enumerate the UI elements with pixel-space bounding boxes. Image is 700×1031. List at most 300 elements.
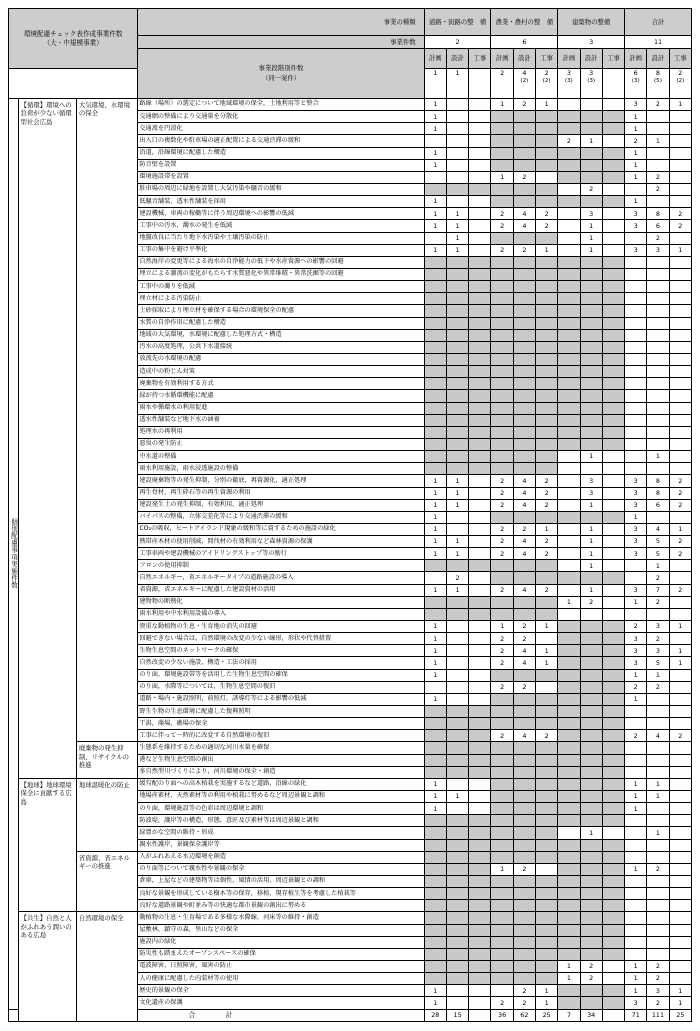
count-cell: 2 bbox=[669, 487, 691, 499]
count-cell: 1 bbox=[424, 997, 446, 1009]
count-cell bbox=[424, 390, 446, 402]
count-cell bbox=[580, 633, 602, 645]
count-cell bbox=[669, 293, 691, 305]
count-cell bbox=[513, 608, 535, 620]
count-cell bbox=[558, 766, 580, 778]
count-cell bbox=[491, 924, 513, 936]
count-cell: 1 bbox=[580, 560, 602, 572]
count-cell bbox=[446, 948, 468, 960]
count-cell bbox=[602, 693, 624, 705]
count-cell bbox=[513, 572, 535, 584]
count-cell bbox=[580, 293, 602, 305]
category-total-count: 11 bbox=[625, 36, 692, 49]
count-cell: 2 bbox=[513, 985, 535, 997]
row-item-text: 人の健康に配慮した内装材等の使用 bbox=[138, 973, 424, 985]
count-cell bbox=[469, 693, 491, 705]
count-cell bbox=[558, 353, 580, 365]
count-cell bbox=[491, 183, 513, 195]
count-cell bbox=[647, 281, 669, 293]
count-cell: 1 bbox=[625, 196, 647, 208]
count-cell bbox=[513, 366, 535, 378]
count-cell bbox=[513, 839, 535, 851]
count-cell: 8 bbox=[647, 487, 669, 499]
count-cell bbox=[602, 621, 624, 633]
count-cell bbox=[469, 754, 491, 766]
count-cell bbox=[536, 863, 558, 875]
count-cell bbox=[558, 499, 580, 511]
count-cell bbox=[446, 183, 468, 195]
count-cell bbox=[580, 730, 602, 742]
count-cell bbox=[558, 414, 580, 426]
count-cell bbox=[647, 803, 669, 815]
count-cell bbox=[446, 621, 468, 633]
count-cell bbox=[558, 317, 580, 329]
count-cell bbox=[446, 973, 468, 985]
count-cell: 1 bbox=[647, 827, 669, 839]
count-cell bbox=[446, 99, 468, 111]
count-cell bbox=[625, 851, 647, 863]
count-cell bbox=[647, 463, 669, 475]
count-cell bbox=[469, 99, 491, 111]
subgroup-label: 廃棄物の発生抑制、リサイクルの推進 bbox=[76, 742, 138, 778]
count-cell: 3 bbox=[625, 645, 647, 657]
count-cell bbox=[580, 572, 602, 584]
count-cell bbox=[602, 888, 624, 900]
count-cell bbox=[602, 669, 624, 681]
count-cell bbox=[580, 511, 602, 523]
category-agri-count: 6 bbox=[491, 36, 558, 49]
count-cell bbox=[669, 341, 691, 353]
count-cell bbox=[625, 839, 647, 851]
count-cell bbox=[491, 305, 513, 317]
count-cell bbox=[669, 766, 691, 778]
total-cell: 15 bbox=[446, 1009, 468, 1021]
count-cell: 1 bbox=[558, 973, 580, 985]
count-cell bbox=[669, 366, 691, 378]
count-cell bbox=[669, 815, 691, 827]
count-cell bbox=[536, 414, 558, 426]
count-cell bbox=[446, 766, 468, 778]
count-cell bbox=[536, 706, 558, 718]
count-cell bbox=[469, 378, 491, 390]
count-cell bbox=[513, 815, 535, 827]
count-cell bbox=[580, 681, 602, 693]
count-cell bbox=[602, 378, 624, 390]
count-cell bbox=[558, 924, 580, 936]
count-cell bbox=[446, 888, 468, 900]
count-cell bbox=[602, 900, 624, 912]
count-cell bbox=[536, 293, 558, 305]
group-label: 【共生】自然と人がふれあう潤いのある広島 bbox=[18, 912, 76, 1021]
count-cell: 2 bbox=[491, 523, 513, 535]
count-cell bbox=[602, 827, 624, 839]
row-item-text: 工事車両や建設機械のアイドリングストップ等の励行 bbox=[138, 548, 424, 560]
count-cell bbox=[536, 511, 558, 523]
count-cell: 1 bbox=[625, 960, 647, 972]
count-cell: 7 bbox=[647, 584, 669, 596]
count-cell bbox=[513, 438, 535, 450]
count-cell bbox=[424, 281, 446, 293]
count-cell: 1 bbox=[424, 196, 446, 208]
label-business-type: 事業の種類 bbox=[138, 9, 424, 36]
count-cell: 1 bbox=[424, 475, 446, 487]
count-cell: 1 bbox=[424, 159, 446, 171]
count-cell bbox=[625, 353, 647, 365]
count-cell bbox=[602, 475, 624, 487]
count-cell bbox=[536, 329, 558, 341]
stage-label-road-0: 計画 bbox=[424, 49, 446, 69]
row-item-text: 防災性も踏まえたオープンスペースの確保 bbox=[138, 948, 424, 960]
count-cell bbox=[424, 912, 446, 924]
stage-count-paren: (3) bbox=[631, 77, 640, 84]
count-cell: 2 bbox=[491, 657, 513, 669]
count-cell bbox=[513, 329, 535, 341]
count-cell bbox=[424, 232, 446, 244]
count-cell bbox=[625, 293, 647, 305]
row-item-text: 動植物の生息・生育場である多様な水際線，河床等の維持・創造 bbox=[138, 912, 424, 924]
count-cell bbox=[424, 317, 446, 329]
stage-count-paren: (3) bbox=[564, 77, 573, 84]
count-cell bbox=[580, 390, 602, 402]
count-cell: 1 bbox=[580, 536, 602, 548]
stage-count-paren: (2) bbox=[676, 77, 685, 84]
count-cell bbox=[625, 256, 647, 268]
count-cell bbox=[446, 414, 468, 426]
row-item-text: 防波堤，護岸等の構造，形態，意匠及び素材等は周辺景観と調和 bbox=[138, 815, 424, 827]
count-cell bbox=[536, 815, 558, 827]
count-cell bbox=[469, 111, 491, 123]
count-cell bbox=[424, 876, 446, 888]
count-cell: 1 bbox=[669, 985, 691, 997]
row-item-text: 地盤改良に当たり地下水汚染や土壌汚染の防止 bbox=[138, 232, 424, 244]
count-cell bbox=[669, 596, 691, 608]
count-cell bbox=[558, 754, 580, 766]
count-cell bbox=[580, 305, 602, 317]
count-cell bbox=[424, 900, 446, 912]
count-cell bbox=[424, 256, 446, 268]
count-cell bbox=[558, 487, 580, 499]
count-cell: 1 bbox=[625, 147, 647, 159]
row-item-text: 雨水利用や中水利用設備の導入 bbox=[138, 608, 424, 620]
count-cell bbox=[625, 183, 647, 195]
count-cell: 1 bbox=[647, 669, 669, 681]
count-cell: 1 bbox=[424, 803, 446, 815]
count-cell: 2 bbox=[536, 536, 558, 548]
count-cell bbox=[536, 426, 558, 438]
count-cell bbox=[647, 900, 669, 912]
count-cell: 1 bbox=[446, 548, 468, 560]
count-cell bbox=[469, 791, 491, 803]
count-cell bbox=[446, 378, 468, 390]
count-cell bbox=[491, 948, 513, 960]
count-cell bbox=[647, 293, 669, 305]
count-cell: 2 bbox=[536, 220, 558, 232]
count-cell bbox=[491, 402, 513, 414]
count-cell: 1 bbox=[491, 171, 513, 183]
count-cell: 4 bbox=[513, 584, 535, 596]
count-cell bbox=[536, 438, 558, 450]
count-cell: 4 bbox=[513, 548, 535, 560]
count-cell bbox=[580, 839, 602, 851]
count-cell bbox=[602, 402, 624, 414]
count-cell: 2 bbox=[669, 475, 691, 487]
subgroup-label: 地球温暖化の防止 bbox=[76, 778, 138, 851]
count-cell bbox=[580, 778, 602, 790]
count-cell bbox=[669, 960, 691, 972]
count-cell: 1 bbox=[446, 536, 468, 548]
count-cell bbox=[513, 305, 535, 317]
row-item-text: バイパスの整備，立体交差化等により交通渋滞の緩和 bbox=[138, 511, 424, 523]
count-cell bbox=[446, 293, 468, 305]
count-cell: 2 bbox=[491, 548, 513, 560]
count-cell bbox=[424, 754, 446, 766]
count-cell bbox=[647, 742, 669, 754]
count-cell bbox=[669, 390, 691, 402]
count-cell bbox=[446, 438, 468, 450]
count-cell bbox=[602, 791, 624, 803]
count-cell bbox=[580, 341, 602, 353]
count-cell bbox=[647, 159, 669, 171]
count-cell bbox=[513, 888, 535, 900]
count-cell bbox=[602, 681, 624, 693]
count-cell bbox=[446, 912, 468, 924]
count-cell: 2 bbox=[625, 730, 647, 742]
row-item-text: 自然エネルギー，省エネルギータイプの道路施設の導入 bbox=[138, 572, 424, 584]
count-cell bbox=[446, 608, 468, 620]
count-cell bbox=[424, 341, 446, 353]
count-cell bbox=[602, 511, 624, 523]
row-item-text: 建設発生土の発生抑制，有効利用，適正処理 bbox=[138, 499, 424, 511]
subgroup-label: 省資源、省エネルギーの推進 bbox=[76, 851, 138, 912]
count-cell bbox=[446, 960, 468, 972]
row-item-text: 埋立材による汚染防止 bbox=[138, 293, 424, 305]
count-cell bbox=[625, 317, 647, 329]
count-cell bbox=[513, 317, 535, 329]
count-cell bbox=[580, 171, 602, 183]
count-cell bbox=[602, 912, 624, 924]
count-cell bbox=[469, 839, 491, 851]
count-cell bbox=[491, 366, 513, 378]
count-cell: 1 bbox=[424, 147, 446, 159]
count-cell bbox=[536, 341, 558, 353]
count-cell bbox=[580, 256, 602, 268]
category-road-name: 道路・街路の整 備 bbox=[424, 9, 491, 36]
count-cell bbox=[446, 730, 468, 742]
count-cell bbox=[558, 99, 580, 111]
count-cell bbox=[669, 268, 691, 280]
count-cell: 1 bbox=[424, 778, 446, 790]
count-cell bbox=[625, 402, 647, 414]
count-cell bbox=[513, 912, 535, 924]
count-cell bbox=[469, 596, 491, 608]
count-cell bbox=[469, 196, 491, 208]
count-cell bbox=[558, 232, 580, 244]
count-cell: 2 bbox=[536, 475, 558, 487]
count-cell bbox=[469, 997, 491, 1009]
count-cell: 3 bbox=[625, 548, 647, 560]
count-cell bbox=[602, 706, 624, 718]
stage-label-total-2: 工事 bbox=[669, 49, 691, 69]
count-cell bbox=[625, 815, 647, 827]
count-cell bbox=[669, 778, 691, 790]
count-cell: 1 bbox=[536, 657, 558, 669]
count-cell: 2 bbox=[491, 244, 513, 256]
count-cell bbox=[513, 669, 535, 681]
count-cell bbox=[647, 147, 669, 159]
count-cell bbox=[647, 815, 669, 827]
count-cell: 1 bbox=[424, 499, 446, 511]
row-item-text: 工事に伴って一時的に改変する自然環境の復旧 bbox=[138, 730, 424, 742]
count-cell bbox=[446, 706, 468, 718]
row-item-text: 屋敷林，鎮守の森，里山などの保全 bbox=[138, 924, 424, 936]
count-cell: 1 bbox=[424, 645, 446, 657]
count-cell bbox=[602, 111, 624, 123]
count-cell bbox=[647, 888, 669, 900]
count-cell: 2 bbox=[647, 596, 669, 608]
count-cell: 3 bbox=[625, 997, 647, 1009]
count-cell bbox=[625, 572, 647, 584]
count-cell bbox=[446, 596, 468, 608]
count-cell bbox=[558, 900, 580, 912]
row-item-text: 中水道の整備 bbox=[138, 451, 424, 463]
count-cell bbox=[558, 390, 580, 402]
count-cell bbox=[424, 681, 446, 693]
row-item-text: 工事中の濁りを低減 bbox=[138, 281, 424, 293]
count-cell bbox=[469, 815, 491, 827]
count-cell: 3 bbox=[625, 487, 647, 499]
count-cell bbox=[558, 560, 580, 572]
count-cell bbox=[669, 669, 691, 681]
count-cell bbox=[558, 523, 580, 535]
count-cell bbox=[602, 426, 624, 438]
stage-label-road-1: 設計 bbox=[446, 49, 468, 69]
count-cell: 1 bbox=[647, 135, 669, 147]
count-cell bbox=[647, 948, 669, 960]
count-cell bbox=[580, 196, 602, 208]
count-cell bbox=[469, 147, 491, 159]
count-cell: 2 bbox=[647, 960, 669, 972]
count-cell bbox=[625, 366, 647, 378]
count-cell bbox=[669, 463, 691, 475]
count-cell bbox=[647, 317, 669, 329]
count-cell bbox=[580, 99, 602, 111]
count-cell bbox=[446, 329, 468, 341]
count-cell bbox=[446, 123, 468, 135]
count-cell bbox=[602, 147, 624, 159]
count-cell bbox=[469, 463, 491, 475]
count-cell bbox=[513, 183, 535, 195]
table-row bbox=[9, 742, 692, 754]
count-cell bbox=[446, 171, 468, 183]
count-cell: 2 bbox=[669, 499, 691, 511]
count-cell bbox=[625, 463, 647, 475]
row-item-text: 倉庫，上屋などの建築物等は個性，風情の活用，周辺景観との調和 bbox=[138, 876, 424, 888]
count-cell: 2 bbox=[647, 863, 669, 875]
count-cell bbox=[513, 463, 535, 475]
count-cell bbox=[446, 317, 468, 329]
count-cell bbox=[469, 390, 491, 402]
count-cell bbox=[558, 402, 580, 414]
count-cell bbox=[669, 111, 691, 123]
count-cell bbox=[424, 426, 446, 438]
count-cell bbox=[669, 159, 691, 171]
count-cell bbox=[536, 924, 558, 936]
stage-count-agri-2 bbox=[536, 69, 558, 99]
count-cell bbox=[580, 985, 602, 997]
stage-label-agri-2: 工事 bbox=[536, 49, 558, 69]
count-cell bbox=[513, 414, 535, 426]
count-cell: 1 bbox=[625, 803, 647, 815]
count-cell bbox=[558, 123, 580, 135]
label-stage-count bbox=[138, 49, 424, 99]
count-cell bbox=[446, 159, 468, 171]
count-cell: 2 bbox=[647, 973, 669, 985]
stage-count-road-0 bbox=[424, 69, 446, 99]
stage-label-total-0: 計画 bbox=[625, 49, 647, 69]
count-cell bbox=[491, 803, 513, 815]
count-cell bbox=[669, 426, 691, 438]
count-cell bbox=[446, 754, 468, 766]
count-cell: 1 bbox=[669, 99, 691, 111]
count-cell bbox=[669, 147, 691, 159]
count-cell bbox=[469, 803, 491, 815]
count-cell: 3 bbox=[625, 584, 647, 596]
count-cell bbox=[446, 778, 468, 790]
count-cell bbox=[602, 268, 624, 280]
count-cell bbox=[580, 706, 602, 718]
count-cell bbox=[446, 196, 468, 208]
count-cell bbox=[602, 123, 624, 135]
count-cell bbox=[469, 718, 491, 730]
stage-count-agri-0 bbox=[491, 69, 513, 99]
stage-count-value: 2 bbox=[500, 69, 505, 77]
count-cell bbox=[580, 754, 602, 766]
row-item-text: 良好な景観を形成している樹木等の保存，移植，現存植生等を考慮した植栽等 bbox=[138, 888, 424, 900]
count-cell bbox=[602, 815, 624, 827]
count-cell bbox=[625, 426, 647, 438]
count-cell: 2 bbox=[647, 99, 669, 111]
count-cell bbox=[536, 268, 558, 280]
count-cell bbox=[446, 803, 468, 815]
count-cell: 1 bbox=[491, 863, 513, 875]
count-cell bbox=[647, 754, 669, 766]
count-cell bbox=[669, 256, 691, 268]
count-cell bbox=[446, 985, 468, 997]
count-cell bbox=[536, 111, 558, 123]
count-cell bbox=[536, 608, 558, 620]
count-cell bbox=[446, 851, 468, 863]
count-cell bbox=[536, 693, 558, 705]
count-cell bbox=[536, 305, 558, 317]
count-cell bbox=[469, 706, 491, 718]
count-cell bbox=[647, 851, 669, 863]
count-cell: 2 bbox=[580, 183, 602, 195]
count-cell bbox=[602, 560, 624, 572]
count-cell: 1 bbox=[647, 560, 669, 572]
count-cell bbox=[647, 426, 669, 438]
count-cell bbox=[669, 414, 691, 426]
count-cell: 2 bbox=[491, 645, 513, 657]
count-cell: 1 bbox=[669, 997, 691, 1009]
count-cell bbox=[491, 960, 513, 972]
count-cell bbox=[491, 438, 513, 450]
count-cell bbox=[446, 111, 468, 123]
count-cell: 2 bbox=[491, 997, 513, 1009]
count-cell bbox=[625, 876, 647, 888]
count-cell bbox=[558, 608, 580, 620]
count-cell bbox=[602, 730, 624, 742]
count-cell bbox=[446, 936, 468, 948]
